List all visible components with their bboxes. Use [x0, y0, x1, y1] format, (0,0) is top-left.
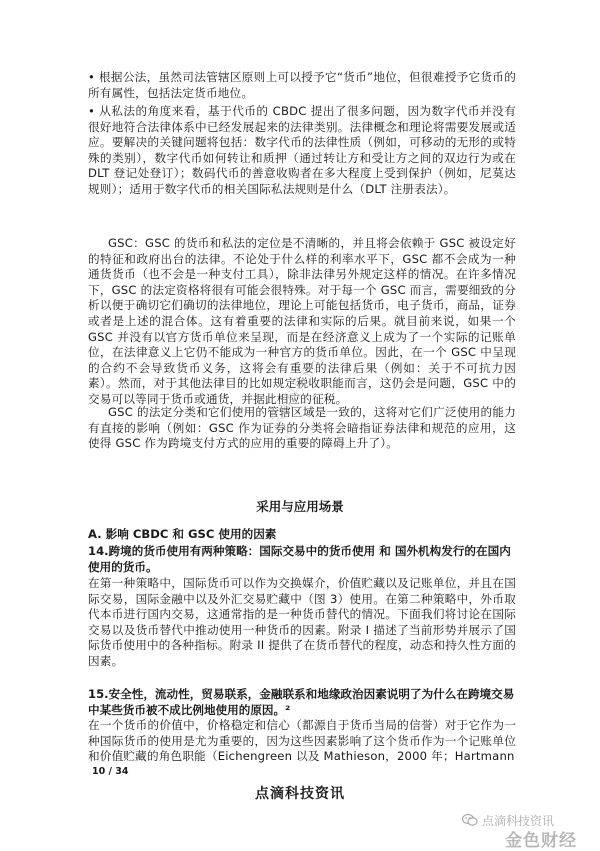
- section-title: 采用与应用场景: [256, 499, 344, 514]
- paragraph-price-stability: 在一个货币的价值中，价格稳定和信心（都源自于货币当局的信誉）对于它作为一种国际货币的使用是尤为重要的，因为这些因素影响了这个货币作为一个记账单位和价值贮藏的角色职能（Eichengreen 以及 Mathieson，2000 年；Hartmann: [88, 718, 516, 764]
- subhead-factors: A. 影响 CBDC 和 GSC 使用的因素: [88, 527, 277, 541]
- golden-finance-logo: 金色财经: [505, 831, 577, 851]
- footer-brand: 点滴科技资讯: [255, 786, 345, 802]
- paragraph-gsc-legal: GSC：GSC 的货币和私法的定位是不清晰的，并且将会依赖于 GSC 被设定好的特征和政府出台的法律。不论处于什么样的利率水平下，GSC 都不会成为一种通货货币（也不会是一种支付工具），除非法律另外规定这样的情况。在许多情况下，GSC 的法定资格将很有可能会很特殊。对于每一个 GSC 而言，需要细致的分析以便于确切它们确切的法律地位，理论上可能包括货币，电子货币，商品，证券或者是上述的混合体。这有着重要的法律和实际的后果。就目前来说，如果一个 GSC 并没有以官方货币单位来呈现，而是在经济意义上成为了一个实际的记账单位，在法律意义上它仍不能成为一种官方的货币单位。因此，在一个 GSC 中呈现的合约不会导致货币义务，这将会有重要的法律后果（例如：关于不可抗力因素）。然而，对于其他法律目的比如规定税收职能而言，这仍会是问题，GSC 中的交易可以等同于货币或通货，并据此相应的征税。: [88, 236, 516, 406]
- subhead-14: 14.跨境的货币使用有两种策略：国际交易中的货币使用 和 国外机构发行的在国内使用的货币。: [88, 544, 511, 574]
- paragraph-gsc-classification: GSC 的法定分类和它们使用的管辖区域是一致的，这将对它们广泛使用的能力有直接的影响（例如：GSC 作为证券的分类将会暗指证券法律和规范的应用，这使得 GSC 作为跨境支付方式的应用的重要的障碍上升了）。: [88, 405, 516, 451]
- paragraph-strategies: 在第一种策略中，国际货币可以作为交换媒介，价值贮藏以及记账单位，并且在国际交易，国际金融中以及外汇交易贮藏中（图 3）使用。在第二种策略中，外币取代本币进行国内交易，这通常指的是一种货币替代的情况。下面我们将讨论在国际交易以及货币替代中推动使用一种货币的因素。附录 I 描述了当前形势并展示了国际货币使用中的各种指标。附录 II 提供了在货币替代的程度，动态和持久性方面的因素。: [88, 576, 516, 668]
- page-number: 10 / 34: [92, 766, 129, 777]
- bullet-private-law: • 从私法的角度来看，基于代币的 CBDC 提出了很多问题，因为数字代币并没有很好地符合法律体系中已经发展起来的法律类别。法律概念和理论将需要发展或适应。要解决的关键问题将包括：数字代币的法律性质（例如，可移动的无形的或特殊的类别），数字代币如何转让和质押（通过转让方和受让方之间的双边行为或在 DLT 登记处登订）；数码代币的善意收购者在多大程度上受到保护（例如，尼莫达规则）；适用于数字代币的相关国际私法规则是什么（DLT 注册表法）。: [88, 104, 516, 196]
- subhead-15: 15.安全性，流动性，贸易联系，金融联系和地缘政治因素说明了为什么在跨境交易中某些货币被不成比例地使用的原因。²: [88, 687, 515, 717]
- bullet-public-law: • 根据公法，虽然司法管辖区原则上可以授予它“货币”地位，但很难授予它货币的所有属性，包括法定货币地位。: [88, 70, 516, 100]
- diagonal-watermark: 点滴科技资讯: [263, 347, 331, 432]
- wechat-watermark-text: 点滴科技资讯: [482, 813, 555, 828]
- wechat-icon: [462, 813, 478, 827]
